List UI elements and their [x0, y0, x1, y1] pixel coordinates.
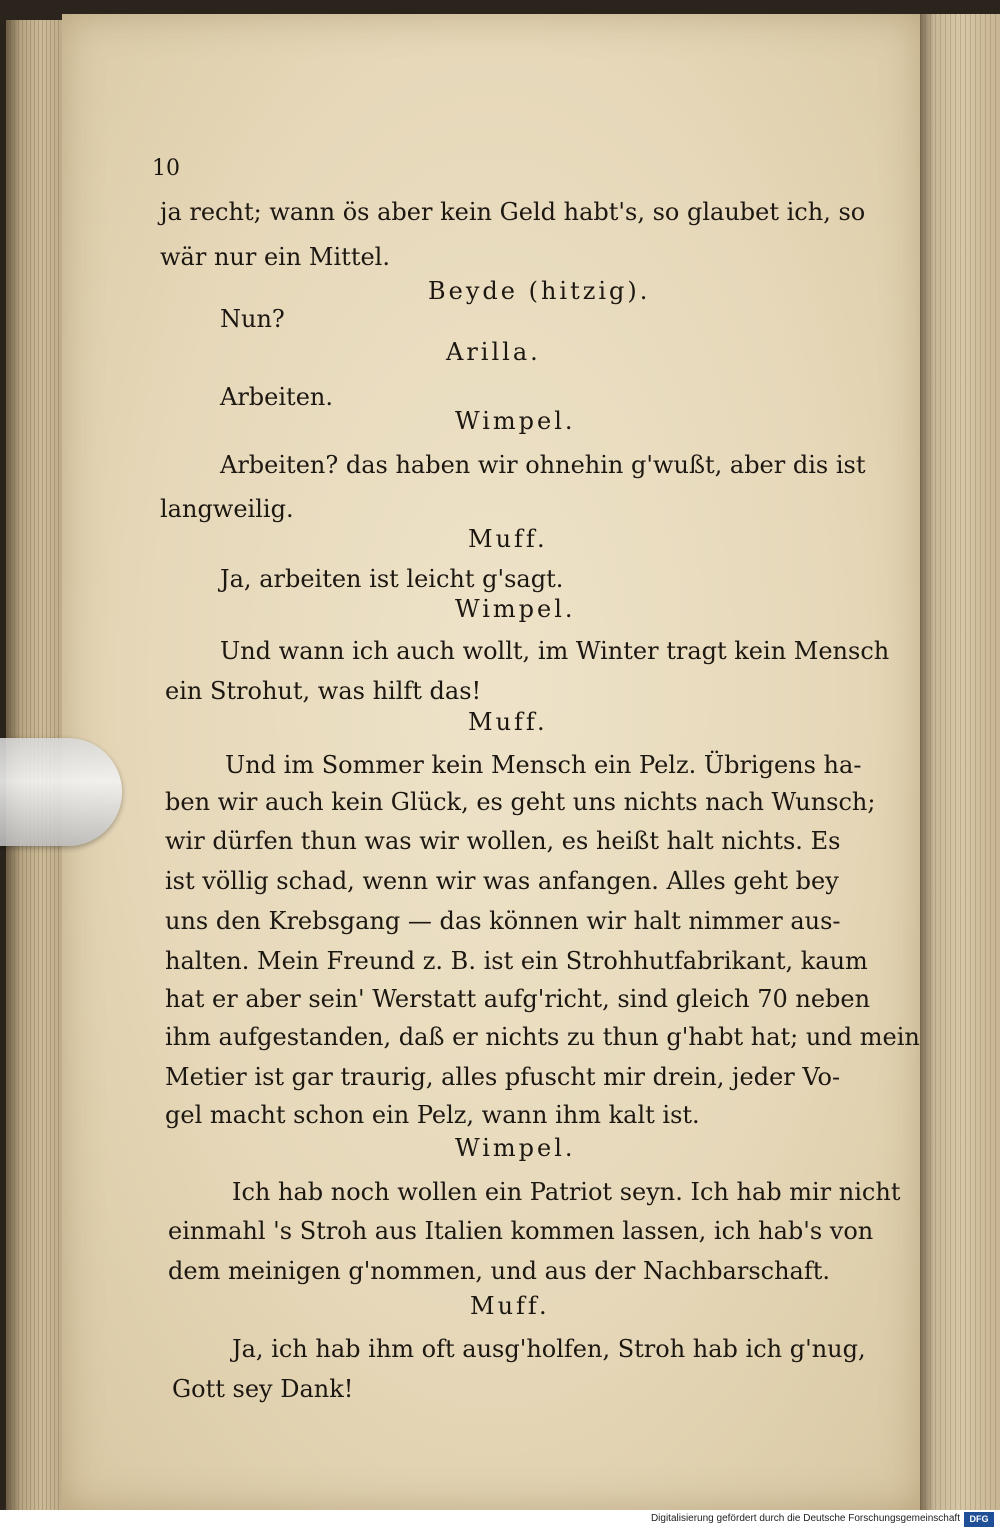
- speaker-name: Muff.: [468, 708, 548, 736]
- page-number: 10: [152, 156, 180, 181]
- text-line: ein Strohut, was hilft das!: [165, 677, 482, 705]
- text-line: Und wann ich auch wollt, im Winter tragt kein Mensch: [220, 637, 890, 665]
- speaker-name: Beyde (hitzig).: [428, 277, 651, 305]
- footer-bar: [0, 1510, 1000, 1531]
- text-line: ja recht; wann ös aber kein Geld habt's, so glaubet ich, so: [160, 198, 866, 226]
- text-line: halten. Mein Freund z. B. ist ein Strohhutfabrikant, kaum: [165, 947, 868, 975]
- text-line: Ja, ich hab ihm oft ausg'holfen, Stroh hab ich g'nug,: [232, 1335, 866, 1363]
- text-line: Arbeiten? das haben wir ohnehin g'wußt, aber dis ist: [220, 451, 866, 479]
- text-line: uns den Krebsgang — das können wir halt nimmer aus-: [165, 907, 841, 935]
- text-line: Ich hab noch wollen ein Patriot seyn. Ich hab mir nicht: [232, 1178, 901, 1206]
- speaker-name: Arilla.: [446, 338, 541, 366]
- text-line: Nun?: [220, 305, 285, 333]
- book-edge-right: [920, 14, 1000, 1510]
- text-line: hat er aber sein' Werstatt aufg'richt, sind gleich 70 neben: [165, 985, 871, 1013]
- text-line: gel macht schon ein Pelz, wann ihm kalt ist.: [165, 1101, 700, 1129]
- text-line: Gott sey Dank!: [172, 1375, 354, 1403]
- text-line: Und im Sommer kein Mensch ein Pelz. Übrigens ha-: [225, 751, 862, 779]
- speaker-name: Muff.: [470, 1292, 550, 1320]
- text-line: langweilig.: [160, 495, 294, 523]
- text-line: ben wir auch kein Glück, es geht uns nichts nach Wunsch;: [165, 788, 876, 816]
- text-line: einmahl 's Stroh aus Italien kommen lassen, ich hab's von: [168, 1217, 874, 1245]
- speaker-name: Muff.: [468, 525, 548, 553]
- dfg-logo: DFG: [964, 1512, 994, 1527]
- text-line: Ja, arbeiten ist leicht g'sagt.: [220, 565, 564, 593]
- speaker-name: Wimpel.: [455, 1134, 576, 1162]
- text-line: wär nur ein Mittel.: [160, 243, 390, 271]
- text-line: ist völlig schad, wenn wir was anfangen. Alles geht bey: [165, 867, 839, 895]
- text-line: Metier ist gar traurig, alles pfuscht mir drein, jeder Vo-: [165, 1063, 841, 1091]
- text-line: ihm aufgestanden, daß er nichts zu thun g'habt hat; und mein: [165, 1023, 920, 1051]
- text-line: Arbeiten.: [220, 383, 333, 411]
- speaker-name: Wimpel.: [455, 407, 576, 435]
- text-line: dem meinigen g'nommen, und aus der Nachbarschaft.: [168, 1257, 830, 1285]
- footer-credit: Digitalisierung gefördert durch die Deutsche Forschungsgemeinschaft: [650, 1513, 960, 1524]
- speaker-name: Wimpel.: [455, 595, 576, 623]
- bookmark-clip: [0, 738, 122, 846]
- text-line: wir dürfen thun was wir wollen, es heißt halt nichts. Es: [165, 827, 841, 855]
